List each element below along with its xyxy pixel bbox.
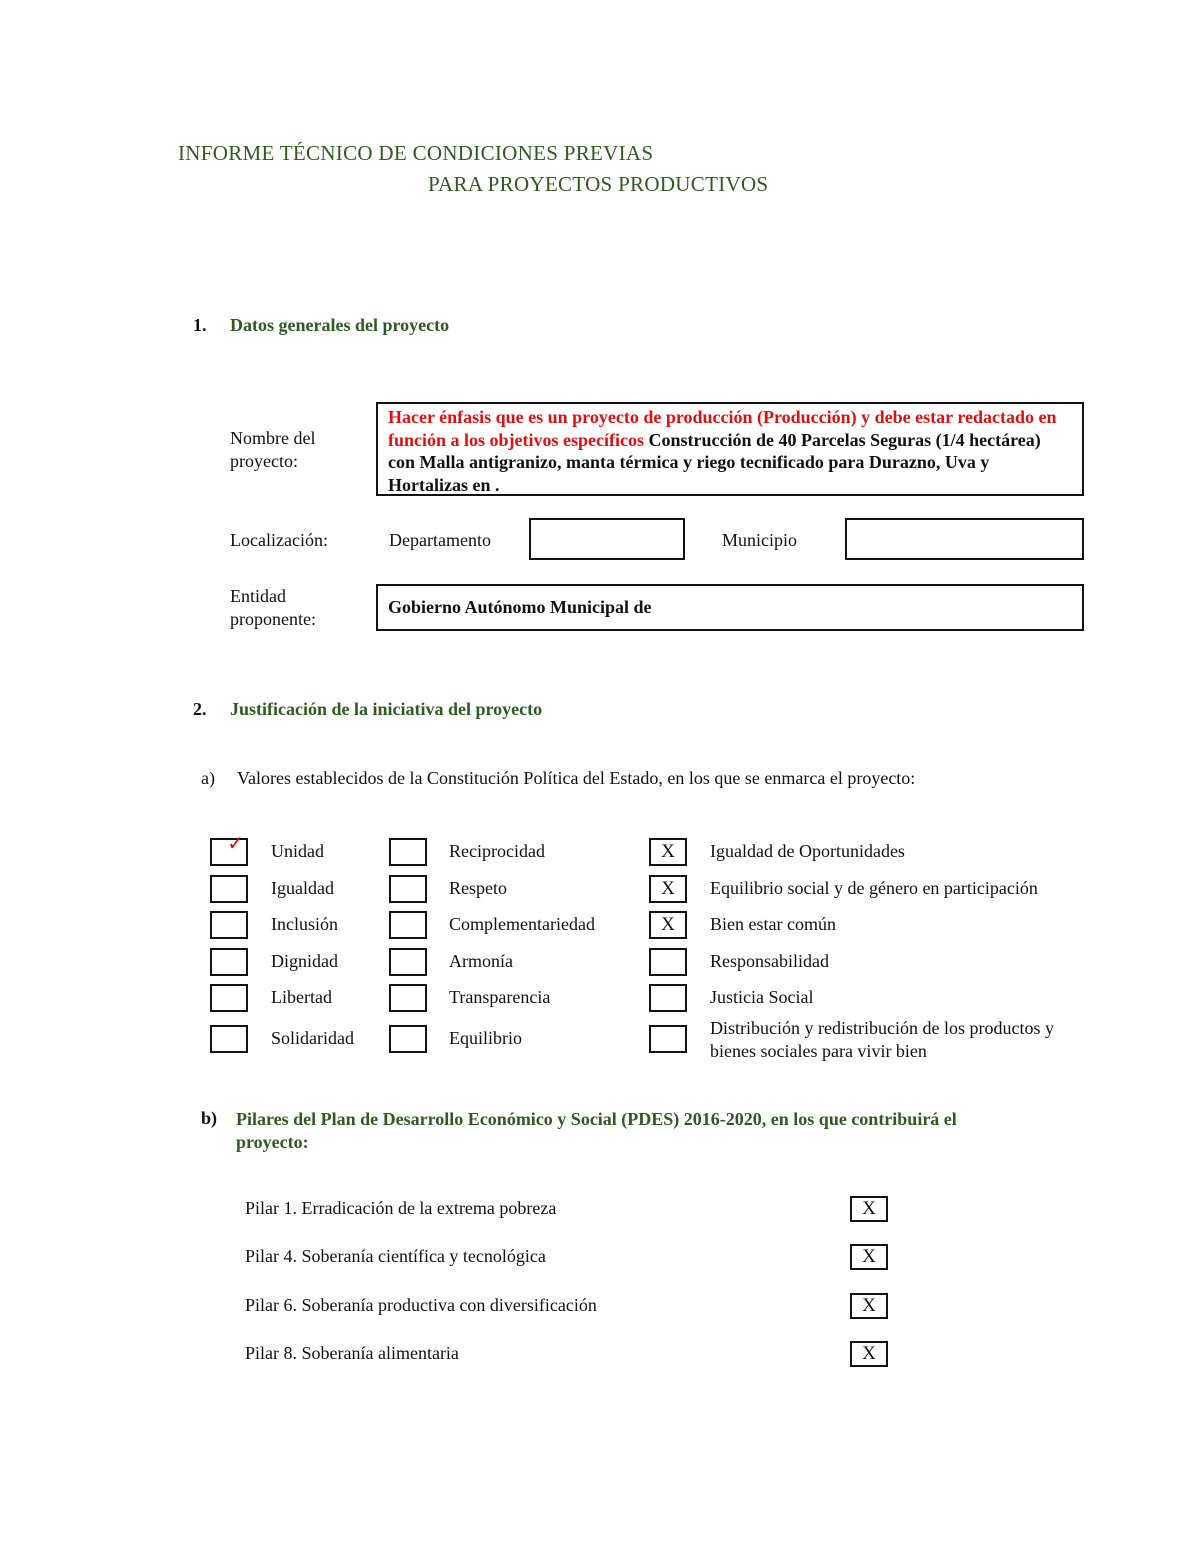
label-igualdad: Igualdad xyxy=(271,878,334,898)
pillar-4-label: Pilar 4. Soberanía científica y tecnológica xyxy=(245,1246,546,1266)
checkbox-respeto[interactable] xyxy=(389,875,427,903)
pillar-8-label: Pilar 8. Soberanía alimentaria xyxy=(245,1343,459,1363)
checkbox-justicia-social[interactable] xyxy=(649,984,687,1012)
label-unidad: Unidad xyxy=(271,841,324,861)
part-b-title-line1: Pilares del Plan de Desarrollo Económico y Social (PDES) 2016-2020, en los que contribuirá el xyxy=(236,1109,957,1129)
checkbox-libertad[interactable] xyxy=(210,984,248,1012)
checkbox-igualdad-oportunidades[interactable] xyxy=(649,838,687,866)
pillar-6-checkbox[interactable]: X xyxy=(850,1293,888,1319)
label-equilibrio-social: Equilibrio social y de género en participación xyxy=(710,878,1038,898)
checkbox-solidaridad[interactable] xyxy=(210,1025,248,1053)
label-inclusion: Inclusión xyxy=(271,914,338,934)
section2-title: Justificación de la iniciativa del proyecto xyxy=(230,699,543,719)
label-reciprocidad: Reciprocidad xyxy=(449,841,545,861)
label-igualdad-oportunidades: Igualdad de Oportunidades xyxy=(710,841,905,861)
entity-value: Gobierno Autónomo Municipal de xyxy=(388,597,652,617)
location-label: Localización: xyxy=(230,530,328,550)
label-solidaridad: Solidaridad xyxy=(271,1028,354,1048)
municipality-field[interactable] xyxy=(845,518,1084,560)
checkbox-distribucion[interactable] xyxy=(649,1025,687,1053)
checkbox-igualdad-oportunidades-mark: X xyxy=(661,841,675,862)
project-name-text xyxy=(378,404,1082,498)
checkbox-dignidad[interactable] xyxy=(210,948,248,976)
project-name-field[interactable] xyxy=(376,402,1084,496)
section1-number: 1. xyxy=(193,315,207,335)
pillar-1-checkbox[interactable]: X xyxy=(850,1196,888,1222)
pillar-1-label: Pilar 1. Erradicación de la extrema pobreza xyxy=(245,1198,557,1218)
label-bien-estar-comun: Bien estar común xyxy=(710,914,836,934)
checkmark-icon: ✓ xyxy=(227,833,244,855)
label-distribucion xyxy=(710,1017,1054,1063)
checkbox-armonia[interactable] xyxy=(389,948,427,976)
label-transparencia: Transparencia xyxy=(449,987,551,1007)
label-armonia: Armonía xyxy=(449,951,513,971)
pillar-8-checkbox[interactable]: X xyxy=(850,1341,888,1367)
checkbox-reciprocidad[interactable] xyxy=(389,838,427,866)
checkbox-complementariedad[interactable] xyxy=(389,911,427,939)
label-justicia-social: Justicia Social xyxy=(710,987,814,1007)
part-a-text: Valores establecidos de la Constitución Política del Estado, en los que se enmarca el proyecto: xyxy=(237,768,916,788)
checkbox-equilibrio-social[interactable] xyxy=(649,875,687,903)
checkbox-inclusion[interactable] xyxy=(210,911,248,939)
label-complementariedad: Complementariedad xyxy=(449,914,595,934)
label-distribucion-line1: Distribución y redistribución de los productos y xyxy=(710,1018,1054,1038)
label-equilibrio: Equilibrio xyxy=(449,1028,522,1048)
entity-label-line2: proponente: xyxy=(230,609,316,629)
checkbox-bien-estar-comun-mark: X xyxy=(661,914,675,935)
project-note: Hacer énfasis que es un proyecto de producción (Producción) y debe estar redactado en función a los objetivos específicos xyxy=(388,407,1057,450)
checkbox-equilibrio[interactable] xyxy=(389,1025,427,1053)
checkbox-unidad[interactable] xyxy=(210,833,248,866)
label-dignidad: Dignidad xyxy=(271,951,338,971)
checkbox-bien-estar-comun[interactable] xyxy=(649,911,687,939)
municipality-label: Municipio xyxy=(722,530,797,550)
section2-number: 2. xyxy=(193,699,207,719)
project-name-label-line1: Nombre del xyxy=(230,428,316,448)
pillar-6-label: Pilar 6. Soberanía productiva con diversificación xyxy=(245,1295,597,1315)
checkbox-igualdad[interactable] xyxy=(210,875,248,903)
department-label: Departamento xyxy=(389,530,491,550)
entity-field[interactable] xyxy=(376,584,1084,631)
entity-label xyxy=(230,585,316,631)
part-b-letter: b) xyxy=(201,1108,218,1128)
part-b-title-line2: proyecto: xyxy=(236,1132,309,1152)
checkbox-equilibrio-social-mark: X xyxy=(661,878,675,899)
project-name-label-line2: proyecto: xyxy=(230,451,298,471)
report-title-line2: PARA PROYECTOS PRODUCTIVOS xyxy=(428,172,769,196)
report-title-line1: INFORME TÉCNICO DE CONDICIONES PREVIAS xyxy=(178,141,654,165)
label-libertad: Libertad xyxy=(271,987,332,1007)
part-b-title xyxy=(236,1108,957,1154)
project-name-value: Construcción de 40 Parcelas Seguras (1/4 hectárea) con Malla antigranizo, manta térmica y riego tecnificado para Durazno, Uva y Hortalizas en . xyxy=(388,429,1041,495)
entity-label-line1: Entidad xyxy=(230,586,286,606)
pillar-4-checkbox[interactable]: X xyxy=(850,1244,888,1270)
label-distribucion-line2: bienes sociales para vivir bien xyxy=(710,1041,927,1061)
label-respeto: Respeto xyxy=(449,878,507,898)
checkbox-transparencia[interactable] xyxy=(389,984,427,1012)
project-name-label xyxy=(230,427,315,473)
checkbox-responsabilidad[interactable] xyxy=(649,948,687,976)
label-responsabilidad: Responsabilidad xyxy=(710,951,829,971)
section1-title: Datos generales del proyecto xyxy=(230,315,450,335)
part-a-letter: a) xyxy=(201,768,215,788)
department-field[interactable] xyxy=(529,518,685,560)
